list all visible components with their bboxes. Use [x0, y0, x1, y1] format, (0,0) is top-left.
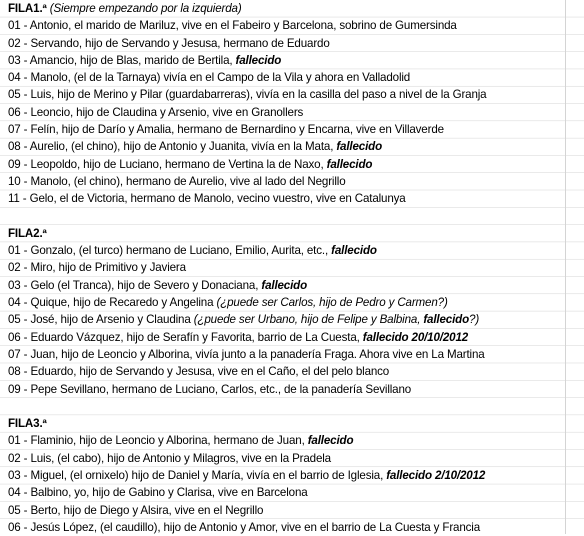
cell-text: (Siempre empezando por la izquierda) [49, 2, 242, 15]
sheet-row[interactable] [0, 225, 584, 242]
cell-text: 07 - Felín, hijo de Darío y Amalia, hermano de Bernardino y Encarna, vive en Villaverde [8, 123, 444, 137]
sheet-row[interactable] [0, 484, 584, 501]
sheet-row[interactable] [0, 329, 584, 346]
status-note: fallecido [326, 157, 373, 171]
sheet-row[interactable] [0, 294, 584, 311]
cell-text: 01 - Gonzalo, (el turco) hermano de Luciano, Emilio, Aurita, etc., [8, 244, 332, 258]
sheet-row[interactable] [0, 156, 584, 173]
sheet-row[interactable] [0, 363, 584, 380]
sheet-row[interactable] [0, 190, 584, 207]
sheet-row[interactable] [0, 467, 584, 484]
status-note: fallecido 2/10/2012 [386, 469, 486, 483]
sheet-row[interactable] [0, 173, 584, 190]
sheet-row[interactable] [0, 311, 584, 328]
status-note: fallecido [307, 434, 354, 448]
sheet-row-empty[interactable] [0, 208, 584, 225]
cell-text: 09 - Leopoldo, hijo de Luciano, hermano de Vertina la de Naxo, [8, 157, 327, 171]
sheet-row[interactable] [0, 259, 584, 276]
status-note: fallecido [336, 140, 383, 154]
cell-text: 02 - Servando, hijo de Servando y Jesusa, hermano de Eduardo [8, 36, 330, 50]
cell-text: 04 - Manolo, (el de la Tarnaya) vivía en el Campo de la Vila y ahora en Valladolid [8, 71, 411, 85]
sheet-row[interactable] [0, 415, 584, 432]
section-heading: FILA2.ª [8, 226, 47, 240]
cell-text: 01 - Flaminio, hijo de Leoncio y Alborina, hermano de Juan, [8, 434, 308, 448]
cell-text: 03 - Gelo (el Tranca), hijo de Severo y Donaciana, [8, 278, 262, 292]
cell-text: 06 - Eduardo Vázquez, hijo de Serafín y Favorita, barrio de La Cuesta, [8, 330, 363, 344]
section-heading: FILA1.ª [8, 2, 50, 15]
cell-text: 06 - Jesús López, (el caudillo), hijo de Antonio y Amor, vive en el barrio de La Cuesta y Francia [8, 520, 481, 534]
cell-text: 07 - Juan, hijo de Leoncio y Alborina, vivía junto a la panadería Fraga. Ahora vive en La Martina [8, 347, 485, 361]
cell-text: 09 - Pepe Sevillano, hermano de Luciano, Carlos, etc., de la panadería Sevillano [8, 382, 412, 396]
sheet-row[interactable] [0, 450, 584, 467]
sheet-row[interactable] [0, 381, 584, 398]
cell-text: 03 - Miguel, (el ornixelo) hijo de Daniel y María, vivía en el barrio de Iglesia, [8, 469, 387, 483]
sheet-row[interactable] [0, 121, 584, 138]
status-note: fallecido 20/10/2012 [362, 330, 469, 344]
cell-text: (¿puede ser Carlos, hijo de Pedro y Carmen?) [216, 296, 448, 310]
sheet-row[interactable] [0, 17, 584, 34]
sheet-row[interactable] [0, 104, 584, 121]
cell-text: 02 - Miro, hijo de Primitivo y Javiera [8, 261, 186, 275]
sheet-row[interactable] [0, 502, 584, 519]
sheet-row[interactable] [0, 86, 584, 103]
sheet-row[interactable] [0, 52, 584, 69]
sheet-row[interactable] [0, 0, 584, 17]
sheet-row[interactable] [0, 346, 584, 363]
sheet-row[interactable] [0, 432, 584, 449]
status-note: fallecido [331, 244, 377, 258]
status-note: fallecido [235, 53, 282, 67]
cell-text: 08 - Aurelio, (el chino), hijo de Antonio y Juanita, vivía en la Mata, [8, 140, 337, 154]
cell-text: 10 - Manolo, (el chino), hermano de Aurelio, vive al lado del Negrillo [8, 174, 346, 188]
sheet-row-empty[interactable] [0, 398, 584, 415]
sheet-row[interactable] [0, 69, 584, 86]
cell-text: 06 - Leoncio, hijo de Claudina y Arsenio, vive en Granollers [8, 105, 304, 119]
cell-text: 08 - Eduardo, hijo de Servando y Jesusa, vive en el Caño, el del pelo blanco [8, 365, 390, 379]
sheet-row[interactable] [0, 519, 584, 536]
cell-text: 05 - Berto, hijo de Diego y Alsira, vive en el Negrillo [8, 503, 264, 517]
cell-text: ?) [469, 313, 480, 327]
cell-text: 05 - Luis, hijo de Merino y Pilar (guardabarreras), vivía en la casilla del paso a nivel de la Granja [8, 88, 487, 102]
sheet-row[interactable] [0, 242, 584, 259]
cell-text: 02 - Luis, (el cabo), hijo de Antonio y Milagros, vive en la Pradela [8, 451, 331, 465]
cell-text: (¿puede ser Urbano, hijo de Felipe y Balbina, [193, 313, 424, 327]
section-heading: FILA3.ª [8, 417, 47, 431]
cell-text: 04 - Quique, hijo de Recaredo y Angelina [8, 296, 217, 310]
cell-text: 01 - Antonio, el marido de Mariluz, vive en el Fabeiro y Barcelona, sobrino de Gumersinda [8, 19, 457, 33]
cell-text: 03 - Amancio, hijo de Blas, marido de Bertila, [8, 53, 236, 67]
sheet-row[interactable] [0, 35, 584, 52]
cell-text: 04 - Balbino, yo, hijo de Gabino y Clarisa, vive en Barcelona [8, 486, 308, 500]
sheet-row[interactable] [0, 277, 584, 294]
status-note: fallecido [423, 313, 470, 327]
cell-text: 11 - Gelo, el de Victoria, hermano de Manolo, vecino vuestro, vive en Catalunya [8, 192, 406, 206]
status-note: fallecido [261, 278, 308, 292]
sheet-row[interactable] [0, 138, 584, 155]
cell-text: 05 - José, hijo de Arsenio y Claudina [8, 313, 194, 327]
